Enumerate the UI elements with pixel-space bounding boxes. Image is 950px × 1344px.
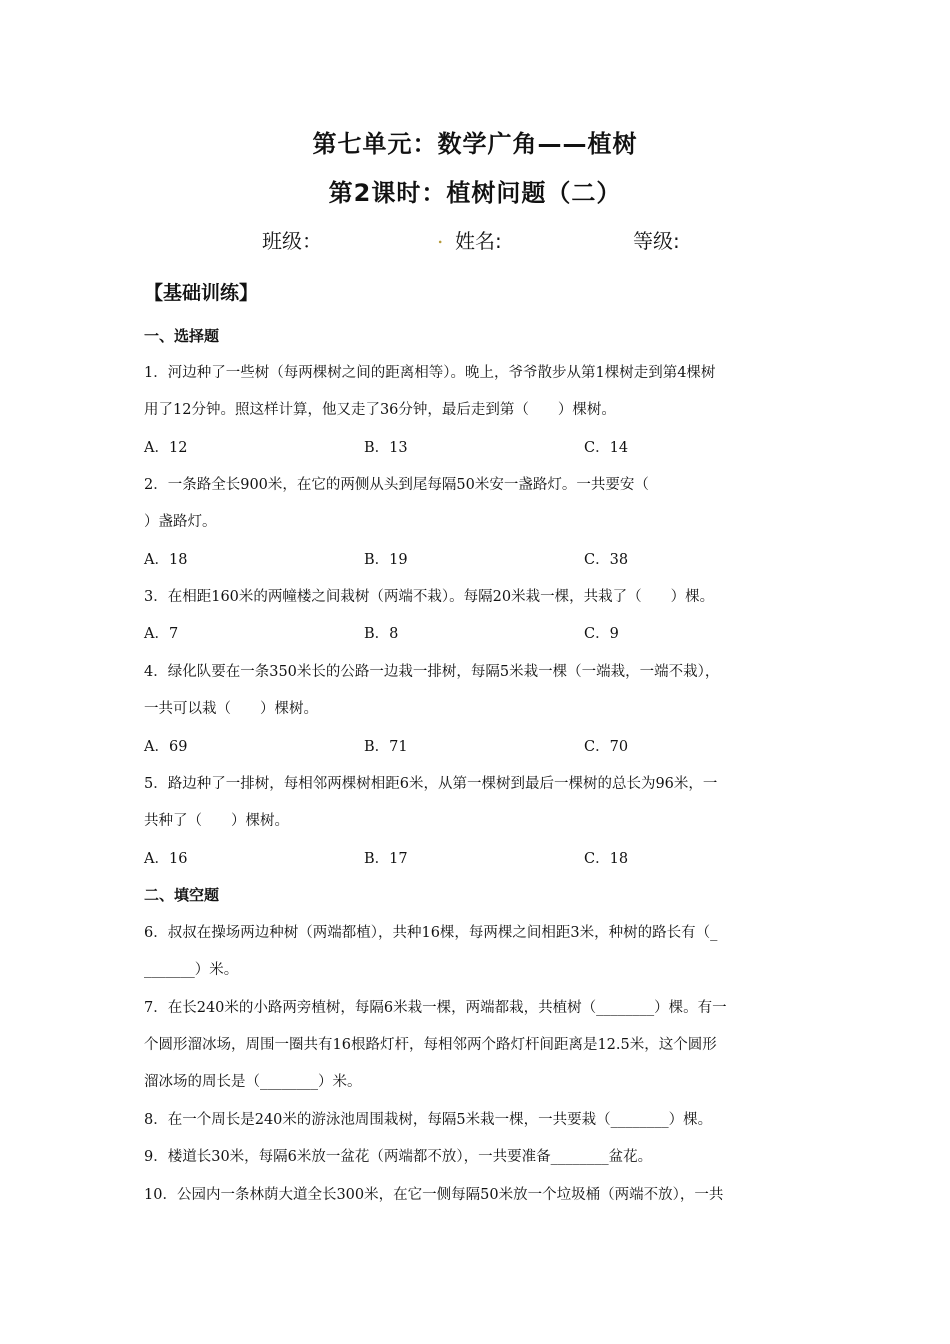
question-5-option-c: C．18 xyxy=(584,851,629,867)
question-4-line-2: 一共可以栽（ ）棵树。 xyxy=(144,701,318,717)
question-1-option-b: B．13 xyxy=(364,440,408,456)
question-5-line-1: 5．路边种了一排树，每相邻两棵树相距6米，从第一棵树到最后一棵树的总长为96米，一 xyxy=(144,776,718,792)
decorative-dot: . xyxy=(437,224,444,248)
question-4-line-1: 4．绿化队要在一条350米长的公路一边栽一排树，每隔5米栽一棵（一端栽，一端不栽）， xyxy=(144,664,720,680)
fill-line-4: 个圆形溜冰场，周围一圈共有16根路灯杆，每相邻两个路灯杆间距离是12.5米，这个圆形 xyxy=(144,1037,717,1053)
question-1-option-c: C．14 xyxy=(584,440,629,456)
question-3-option-a: A．7 xyxy=(144,626,179,642)
question-3-option-c: C．9 xyxy=(584,626,619,642)
fill-line-2: _______）米。 xyxy=(144,962,239,978)
class-label: 班级： xyxy=(262,229,322,253)
section-basic-training: 【基础训练】 xyxy=(144,282,259,304)
question-1-line-1: 1．河边种了一些树（每两棵树之间的距离相等）。晚上，爷爷散步从第1棵树走到第4棵树 xyxy=(144,365,716,381)
fill-line-6: 8．在一个周长是240米的游泳池周围栽树，每隔5米栽一棵，一共要栽（________）棵。 xyxy=(144,1112,713,1128)
question-1-line-2: 用了12分钟。照这样计算，他又走了36分钟，最后走到第（ ）棵树。 xyxy=(144,402,616,418)
grade-label: 等级: xyxy=(633,229,680,253)
question-1-option-a: A．12 xyxy=(144,440,188,456)
fill-line-8: 10．公园内一条林荫大道全长300米，在它一侧每隔50米放一个垃圾桶（两端不放），一共 xyxy=(144,1187,724,1203)
unit-title: 第七单元：数学广角——植树 xyxy=(312,130,638,158)
lesson-subtitle: 第2课时：植树问题（二） xyxy=(328,179,622,207)
question-2-option-b: B．19 xyxy=(364,552,408,568)
fill-line-7: 9．楼道长30米，每隔6米放一盆花（两端都不放），一共要准备________盆花。 xyxy=(144,1149,653,1165)
question-5-line-2: 共种了（ ）棵树。 xyxy=(144,813,289,829)
question-2-option-c: C．38 xyxy=(584,552,629,568)
section-multiple-choice: 一、选择题 xyxy=(144,327,220,345)
question-5-option-a: A．16 xyxy=(144,851,188,867)
question-3-option-b: B．8 xyxy=(364,626,399,642)
fill-line-1: 6．叔叔在操场两边种树（两端都植），共种16棵，每两棵之间相距3米，种树的路长有（_ xyxy=(144,925,718,941)
question-4-option-b: B．71 xyxy=(364,739,408,755)
question-4-option-a: A．69 xyxy=(144,739,188,755)
question-2-line-2: ）盏路灯。 xyxy=(144,514,217,530)
name-label: 姓名: xyxy=(455,229,502,253)
question-4-option-c: C．70 xyxy=(584,739,629,755)
question-5-option-b: B．17 xyxy=(364,851,408,867)
question-3-line-1: 3．在相距160米的两幢楼之间栽树（两端不栽）。每隔20米栽一棵，共栽了（ ）棵。 xyxy=(144,589,715,605)
question-2-option-a: A．18 xyxy=(144,552,188,568)
question-2-line-1: 2．一条路全长900米，在它的两侧从头到尾每隔50米安一盏路灯。一共要安（ xyxy=(144,477,649,493)
section-fill-in-blank: 二、填空题 xyxy=(144,886,220,904)
fill-line-3: 7．在长240米的小路两旁植树，每隔6米栽一棵，两端都栽，共植树（________）棵。有一 xyxy=(144,1000,727,1016)
fill-line-5: 溜冰场的周长是（________）米。 xyxy=(144,1074,362,1090)
